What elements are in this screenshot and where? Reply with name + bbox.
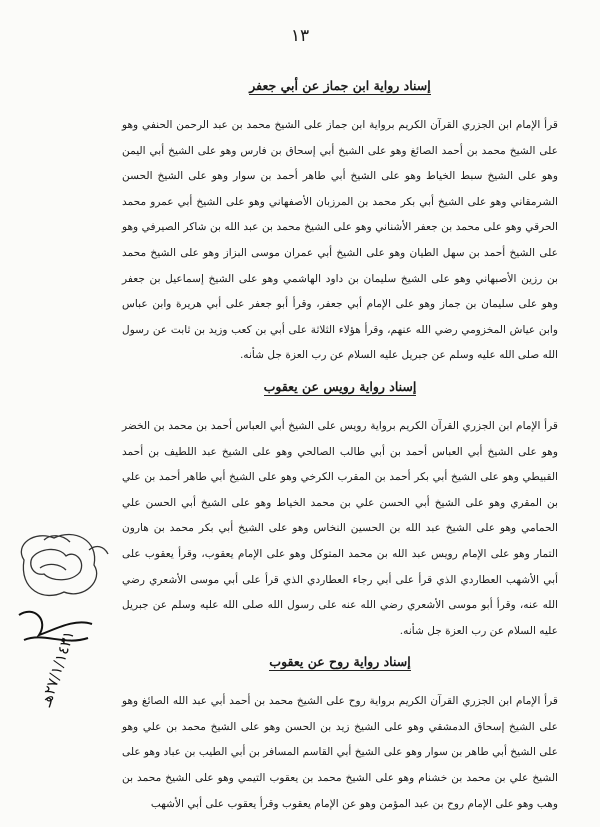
section-ibn-jammaz xyxy=(122,78,558,369)
section-rawh xyxy=(122,654,558,817)
seal-signature-stamp xyxy=(4,520,116,720)
section-title: إسناد رواية رويس عن يعقوب xyxy=(263,378,417,394)
section-body: قرأ الإمام ابن الجزري القرآن الكريم برواية ابن جماز على الشيخ محمد بن عبد الرحمن الحنفي وهو على الشيخ محمد بن أحمد الصائغ وهو على الشيخ أبي إسحاق بن فارس وهو على الشيخ أبي اليمن وهو على الشيخ سبط الخياط وهو على الشيخ أبي طاهر أحمد بن سوار وهو على الشيخ الحسن الشرمقاني وهو على الشيخ أبي بكر محمد بن المرزبان الأصفهاني وهو على الشيخ أبي عمرو محمد الحرقي وهو على محمد بن جعفر الأشناني وهو على الشيخ محمد بن عبد الله بن شاكر الصيرفي وهو على الشيخ أحمد بن سهل الطيان وهو على الشيخ أبي عمران موسى البزاز وهو على الشيخ محمد بن رزين الأصبهاني وهو على الشيخ سليمان بن داود الهاشمي وهو على الشيخ إسماعيل بن جعفر وهو على سليمان بن جماز وهو على الإمام أبي جعفر، وقرأ أبو جعفر على أبي هريرة وابن عباس وابن عياش المخزومي رضي الله عنهم، وقرأ هؤلاء الثلاثة على أبي بن كعب وزيد بن ثابت عن رسول الله صلى الله عليه وسلم عن جبريل عليه السلام عن رب العزة جل شأنه. xyxy=(122,119,558,362)
section-title: إسناد رواية ابن جماز عن أبي جعفر xyxy=(249,78,431,93)
page-number: ١٣ xyxy=(290,26,310,46)
section-body: قرأ الإمام ابن الجزري القرآن الكريم برواية رويس على الشيخ أبي العباس أحمد بن محمد بن الخضر وهو على الشيخ أبي العباس أحمد بن أبي طالب الصالحي وهو على الشيخ عبد اللطيف بن أحمد القبيطي وهو على الشيخ أبي بكر أحمد بن المقرب الكرخي وهو على الشيخ أبي طاهر أحمد بن علي بن المقري وهو على الشيخ أبي الحسن علي بن محمد الخياط وهو على الشيخ أبي الحسن علي الحمامي وهو على الشيخ عبد الله بن الحسين النخاس وهو على الشيخ أبي بكر محمد بن هارون التمار وهو على الإمام رويس عبد الله بن محمد المتوكل وهو على الإمام يعقوب، وقرأ يعقوب على أبي الأشهب العطاردي الذي قرأ على أبي رجاء العطاردي الذي قرأ على أبي موسى الأشعري رضي الله عنه، وقرأ أبو موسى الأشعري رضي الله عنه على رسول الله صلى الله عليه وسلم عن جبريل عليه السلام عن رب العزة جل شأنه. xyxy=(122,419,558,637)
section-ruways xyxy=(122,379,558,644)
stamp-date: ٢٧/١/١٤٣١هـ xyxy=(36,628,78,709)
section-body: قرأ الإمام ابن الجزري القرآن الكريم برواية روح على الشيخ محمد بن أحمد أبي عبد الله الصائغ وهو على الشيخ إسحاق الدمشقي وهو على الشيخ زيد بن الحسن وهو على الشيخ محمد بن علي وهو على الشيخ أبي طاهر بن سوار وهو على الشيخ أبي القاسم المسافر بن أبي الطيب بن عباد وهو على الشيخ علي بن محمد بن خشنام وهو على الشيخ محمد بن يعقوب التيمي وهو على الشيخ محمد بن وهب وهو على الإمام روح بن عبد المؤمن وهو عن الإمام يعقوب وقرأ يعقوب على أبي الأشهب xyxy=(122,695,558,810)
section-title: إسناد رواية روح عن يعقوب xyxy=(269,654,411,670)
document-content xyxy=(122,78,558,827)
